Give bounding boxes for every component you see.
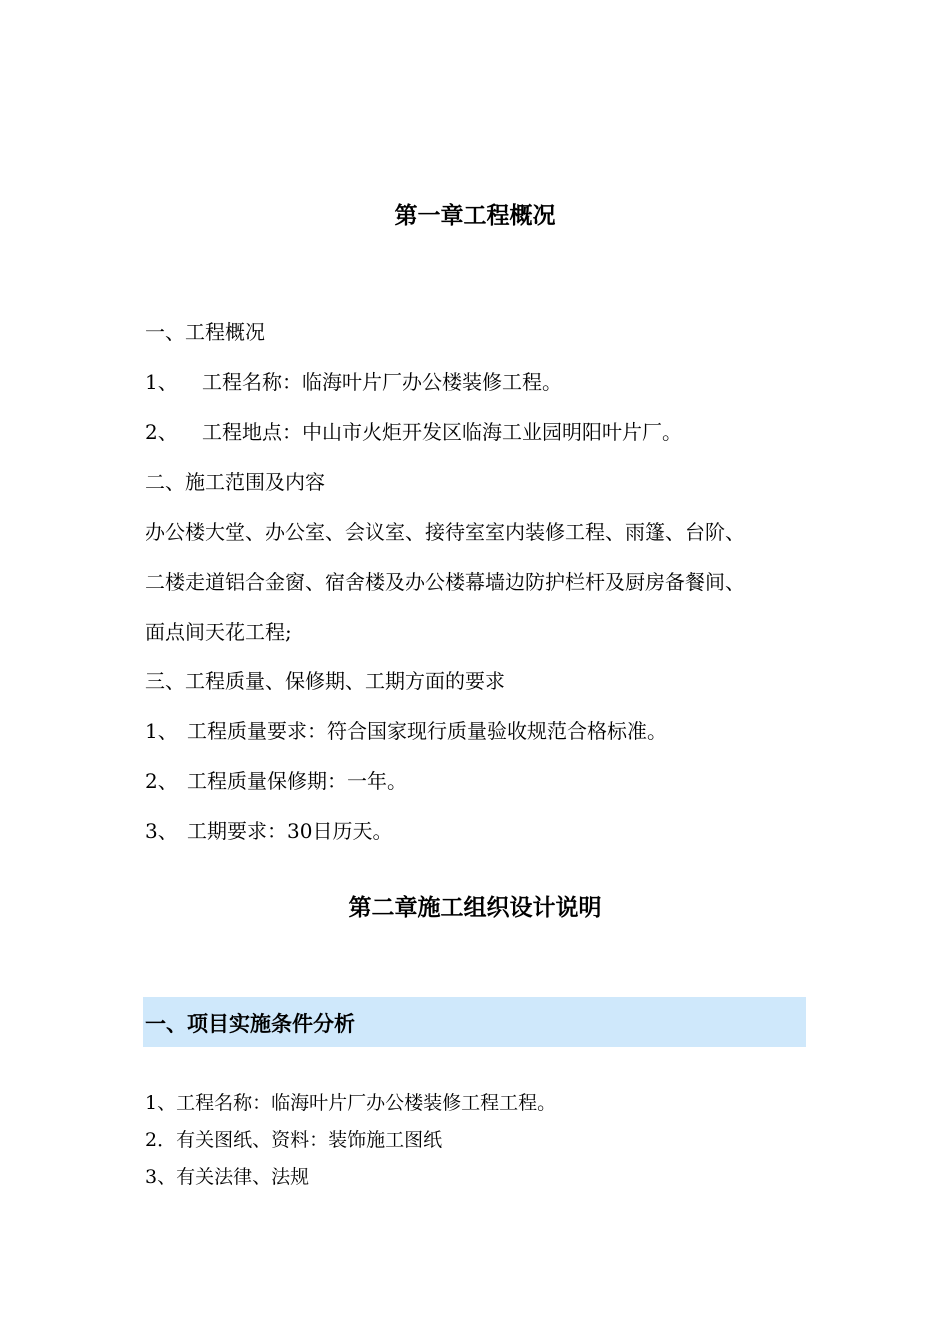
list-item-project-location — [145, 418, 682, 446]
list-item-number: 1、 — [145, 719, 178, 743]
list-item-number: 3、 — [145, 819, 178, 843]
chapter-2-section-1-heading: 一、项目实施条件分析 — [145, 1012, 355, 1036]
condition-item-1: 1、工程名称：临海叶片厂办公楼装修工程工程。 — [145, 1092, 557, 1114]
list-item-text: 工程质量保修期：一年。 — [187, 769, 407, 793]
list-item-text: 工程名称：临海叶片厂办公楼装修工程。 — [202, 370, 562, 394]
list-item-warranty — [145, 767, 407, 795]
condition-item-3: 3、有关法律、法规 — [145, 1166, 310, 1188]
list-item-number: 2、 — [145, 769, 178, 793]
list-item-quality — [145, 717, 667, 745]
chapter-1-title: 第一章工程概况 — [394, 203, 556, 229]
scope-line-3: 面点间天花工程; — [145, 620, 292, 644]
scope-line-2: 二楼走道铝合金窗、宿舍楼及办公楼幕墙边防护栏杆及厨房备餐间、 — [145, 570, 745, 594]
section-3-heading: 三、工程质量、保修期、工期方面的要求 — [145, 669, 505, 693]
section-2-heading: 二、施工范围及内容 — [145, 470, 325, 494]
list-item-project-name — [145, 368, 562, 396]
scope-line-1: 办公楼大堂、办公室、会议室、接待室室内装修工程、雨篷、台阶、 — [145, 520, 745, 544]
list-item-text: 工程地点：中山市火炬开发区临海工业园明阳叶片厂。 — [202, 420, 682, 444]
chapter-2-title: 第二章施工组织设计说明 — [348, 895, 602, 921]
condition-item-2: 2．有关图纸、资料：装饰施工图纸 — [145, 1129, 443, 1151]
list-item-text: 工程质量要求：符合国家现行质量验收规范合格标准。 — [187, 719, 667, 743]
list-item-text: 工期要求：30日历天。 — [187, 819, 393, 843]
list-item-number: 2、 — [145, 420, 178, 444]
section-1-heading: 一、工程概况 — [145, 320, 265, 344]
list-item-schedule — [145, 817, 392, 845]
list-item-number: 1、 — [145, 370, 178, 394]
